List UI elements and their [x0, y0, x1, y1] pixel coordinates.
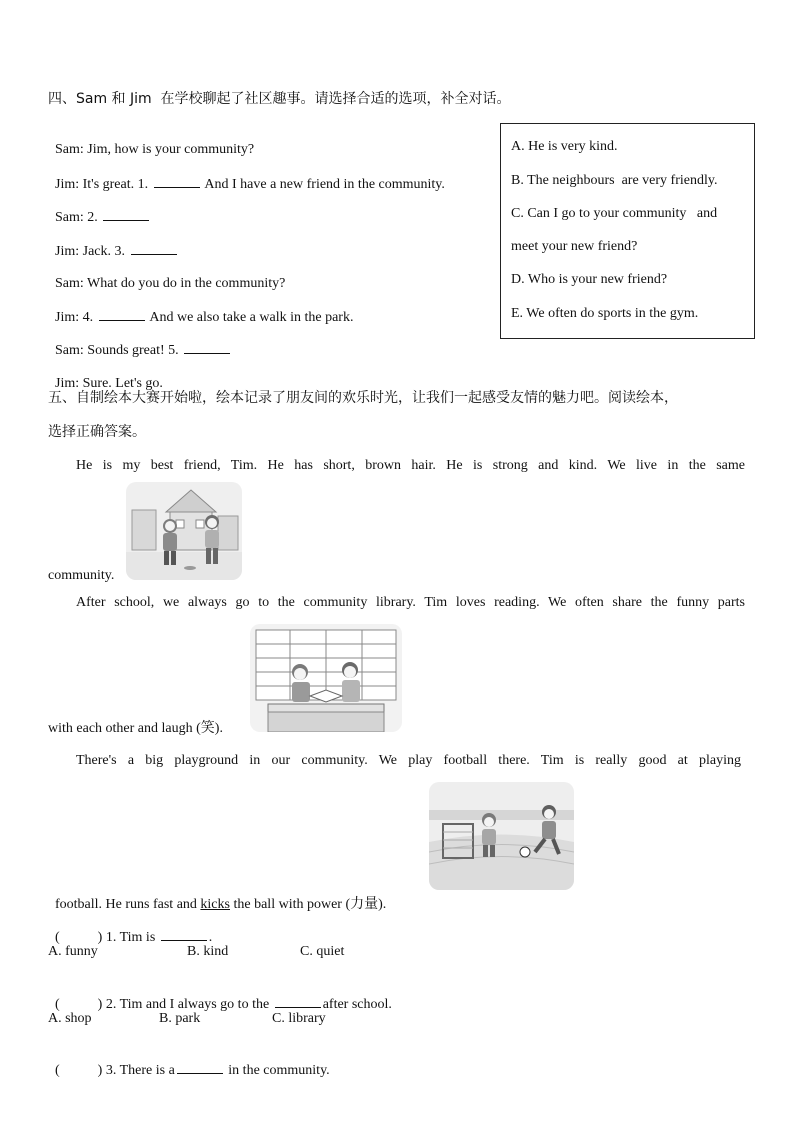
question-2	[48, 977, 392, 1014]
question-3	[48, 1043, 330, 1080]
utterance: It's great. 1.	[82, 177, 149, 192]
speaker: Jim:	[55, 244, 80, 259]
question-text: 3. There is a	[105, 1063, 175, 1078]
picture-football	[429, 782, 574, 890]
speaker: Sam:	[55, 343, 84, 358]
question-2-choice-a: A. shop	[48, 1011, 92, 1026]
utterance: 4.	[82, 310, 94, 325]
speaker: Jim:	[55, 376, 80, 391]
utterance: 2.	[87, 210, 98, 225]
picture-friends-houses	[126, 482, 242, 580]
question-tail: .	[208, 930, 213, 945]
football-illustration	[429, 782, 574, 890]
story-paragraph-1-end: community.	[48, 568, 115, 583]
answer-paren-close: )	[97, 997, 103, 1012]
story-paragraph-3-end	[48, 878, 386, 914]
speaker: Sam:	[55, 276, 84, 291]
utterance: Sure. Let's go.	[82, 376, 163, 391]
answer-blank-4[interactable]	[99, 308, 145, 321]
dialogue-line-4	[48, 224, 179, 261]
dialogue-line-8	[48, 357, 163, 393]
underlined-word: kicks	[200, 897, 230, 912]
utterance: Sounds great! 5.	[87, 343, 179, 358]
question-2-blank[interactable]	[275, 995, 321, 1008]
picture-library	[250, 624, 402, 732]
option-b: B. The neighbours are very friendly.	[511, 173, 718, 188]
option-d: D. Who is your new friend?	[511, 272, 668, 287]
question-3-blank[interactable]	[177, 1061, 223, 1074]
answer-paren-open[interactable]: (	[55, 1063, 60, 1078]
answer-paren-close: )	[97, 930, 103, 945]
friends-houses-illustration	[126, 482, 242, 580]
speaker: Jim:	[55, 310, 80, 325]
dialogue-line-7	[48, 323, 232, 360]
question-1-choice-c: C. quiet	[300, 944, 345, 959]
question-1-choice-b: B. kind	[187, 944, 229, 959]
answer-blank-5[interactable]	[184, 341, 230, 354]
speaker: Sam:	[55, 210, 84, 225]
question-2-choice-b: B. park	[159, 1011, 201, 1026]
question-1-choice-a: A. funny	[48, 944, 98, 959]
section5-heading-line2: 选择正确答案。	[48, 424, 146, 440]
question-tail: in the community.	[224, 1063, 330, 1078]
story-paragraph-1: He is my best friend, Tim. He has short, brown hair. He is strong and kind. We live in the same	[76, 458, 745, 473]
library-illustration	[250, 624, 402, 732]
question-text: 1. Tim is	[105, 930, 156, 945]
utterance: Jim, how is your community?	[87, 142, 255, 157]
question-tail: after school.	[322, 997, 392, 1012]
dialogue-line-3	[48, 190, 151, 227]
options-box	[500, 123, 755, 339]
answer-blank-2[interactable]	[103, 208, 149, 221]
utterance-tail: And we also take a walk in the park.	[149, 310, 354, 325]
story-paragraph-3: There's a big playground in our community. We play football there. Tim is really good at playing	[76, 753, 741, 768]
speaker: Sam:	[55, 142, 84, 157]
utterance-tail: And I have a new friend in the community.	[204, 177, 445, 192]
option-c: C. Can I go to your community and	[511, 206, 718, 221]
section4-heading: 四、Sam 和 Jim 在学校聊起了社区趣事。请选择合适的选项，补全对话。	[48, 91, 511, 107]
question-text: 2. Tim and I always go to the	[105, 997, 270, 1012]
utterance: Jack. 3.	[82, 244, 126, 259]
option-e: E. We often do sports in the gym.	[511, 306, 699, 321]
answer-paren-open[interactable]: (	[55, 997, 60, 1012]
utterance: What do you do in the community?	[87, 276, 286, 291]
option-c-cont: meet your new friend?	[511, 239, 638, 254]
text-segment: the ball with power (力量).	[229, 897, 387, 912]
story-paragraph-2: After school, we always go to the community library. Tim loves reading. We often share the funny parts	[76, 595, 745, 610]
text-segment: football. He runs fast and	[55, 897, 201, 912]
answer-blank-1[interactable]	[154, 175, 200, 188]
answer-paren-close: )	[97, 1063, 103, 1078]
answer-paren-open[interactable]: (	[55, 930, 60, 945]
speaker: Jim:	[55, 177, 80, 192]
option-a: A. He is very kind.	[511, 139, 618, 154]
dialogue-line-1	[48, 123, 254, 159]
question-2-choice-c: C. library	[272, 1011, 326, 1026]
section5-heading-line1: 五、自制绘本大赛开始啦，绘本记录了朋友间的欢乐时光，让我们一起感受友情的魅力吧。阅读绘本，	[48, 390, 678, 406]
dialogue-line-2	[48, 157, 445, 194]
story-paragraph-2-end: with each other and laugh (笑).	[48, 721, 223, 736]
dialogue-line-5	[48, 257, 285, 293]
question-1	[48, 910, 212, 947]
answer-blank-3[interactable]	[131, 242, 177, 255]
dialogue-line-6	[48, 290, 353, 327]
question-1-blank[interactable]	[161, 928, 207, 941]
